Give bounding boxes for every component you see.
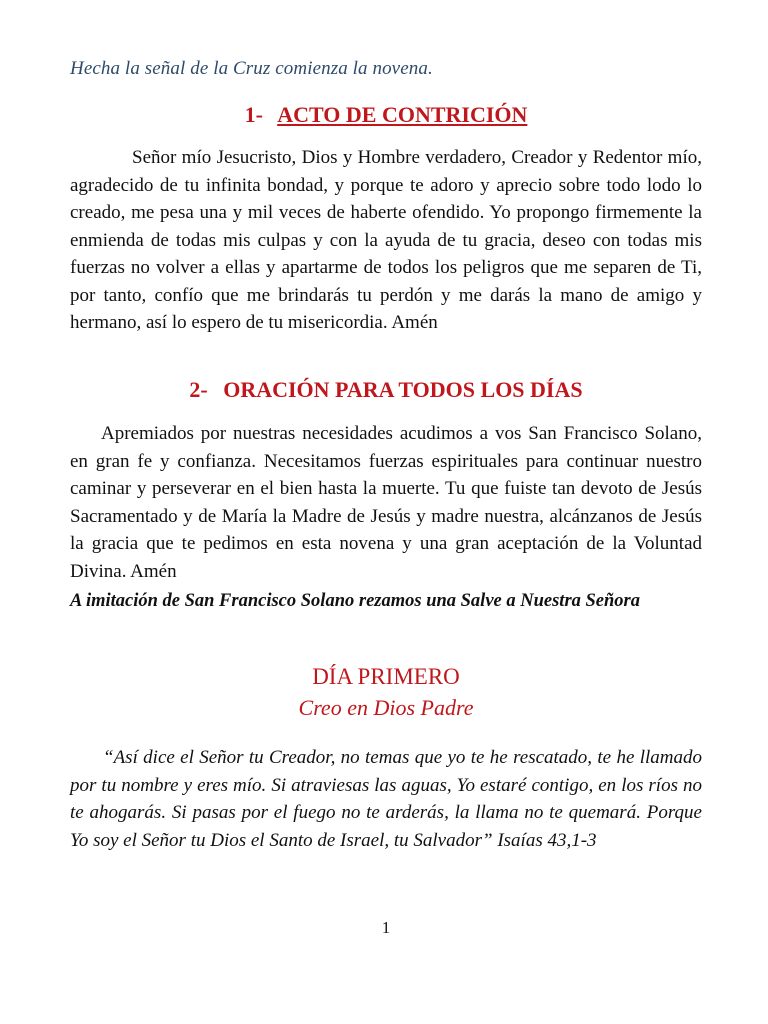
section2-heading — [70, 377, 702, 403]
section1-heading — [70, 102, 702, 128]
day1-subtitle: Creo en Dios Padre — [298, 695, 474, 720]
page-number: 1 — [381, 918, 391, 937]
day1-title: DÍA PRIMERO — [312, 664, 460, 689]
section2-body: Apremiados por nuestras necesidades acudimos a vos San Francisco Solano, en gran fe y confianza. Necesitamos fuerzas espirituales para continuar nuestro caminar y perseverar en el bien hasta la muerte. Tu que fuiste tan devoto de Jesús Sacramentado y de María la Madre de Jesús y madre nuestra, alcánzanos de Jesús la gracia que te pedimos en esta novena y una gran aceptación de la Voluntad Divina. Amén — [70, 423, 702, 582]
section1-number: 1- — [244, 102, 263, 127]
intro-line: Hecha la señal de la Cruz comienza la novena. — [70, 58, 433, 79]
salve-instruction: A imitación de San Francisco Solano rezamos una Salve a Nuestra Señora — [70, 591, 641, 611]
day1-scripture-quote: “Así dice el Señor tu Creador, no temas que yo te he rescatado, te he llamado por tu nombre y eres mío. Si atraviesas las aguas, Yo estaré contigo, en los ríos no te ahogarás. Si pasas por el fuego no te arderás, la llama no te quemará. Porque Yo soy el Señor tu Dios el Santo de Israel, tu Salvador” Isaías 43,1-3 — [70, 747, 702, 851]
section1-body: Señor mío Jesucristo, Dios y Hombre verdadero, Creador y Redentor mío, agradecido de tu infinita bondad, y porque te adoro y aprecio sobre todo lodo lo creado, me pesa una y mil veces de haberte ofendido. Yo propongo firmemente la enmienda de todas mis culpas y con la ayuda de tu gracia, deseo con todas mis fuerzas no volver a ellas y apartarme de todos los peligros que me separen de Ti, por tanto, confío que me brindarás tu perdón y me darás la mano de amigo y hermano, así lo espero de tu misericordia. Amén — [70, 147, 702, 333]
section2-number: 2- — [189, 377, 208, 402]
section2-title: ORACIÓN PARA TODOS LOS DÍAS — [223, 377, 583, 402]
section1-title: ACTO DE CONTRICIÓN — [277, 102, 528, 127]
